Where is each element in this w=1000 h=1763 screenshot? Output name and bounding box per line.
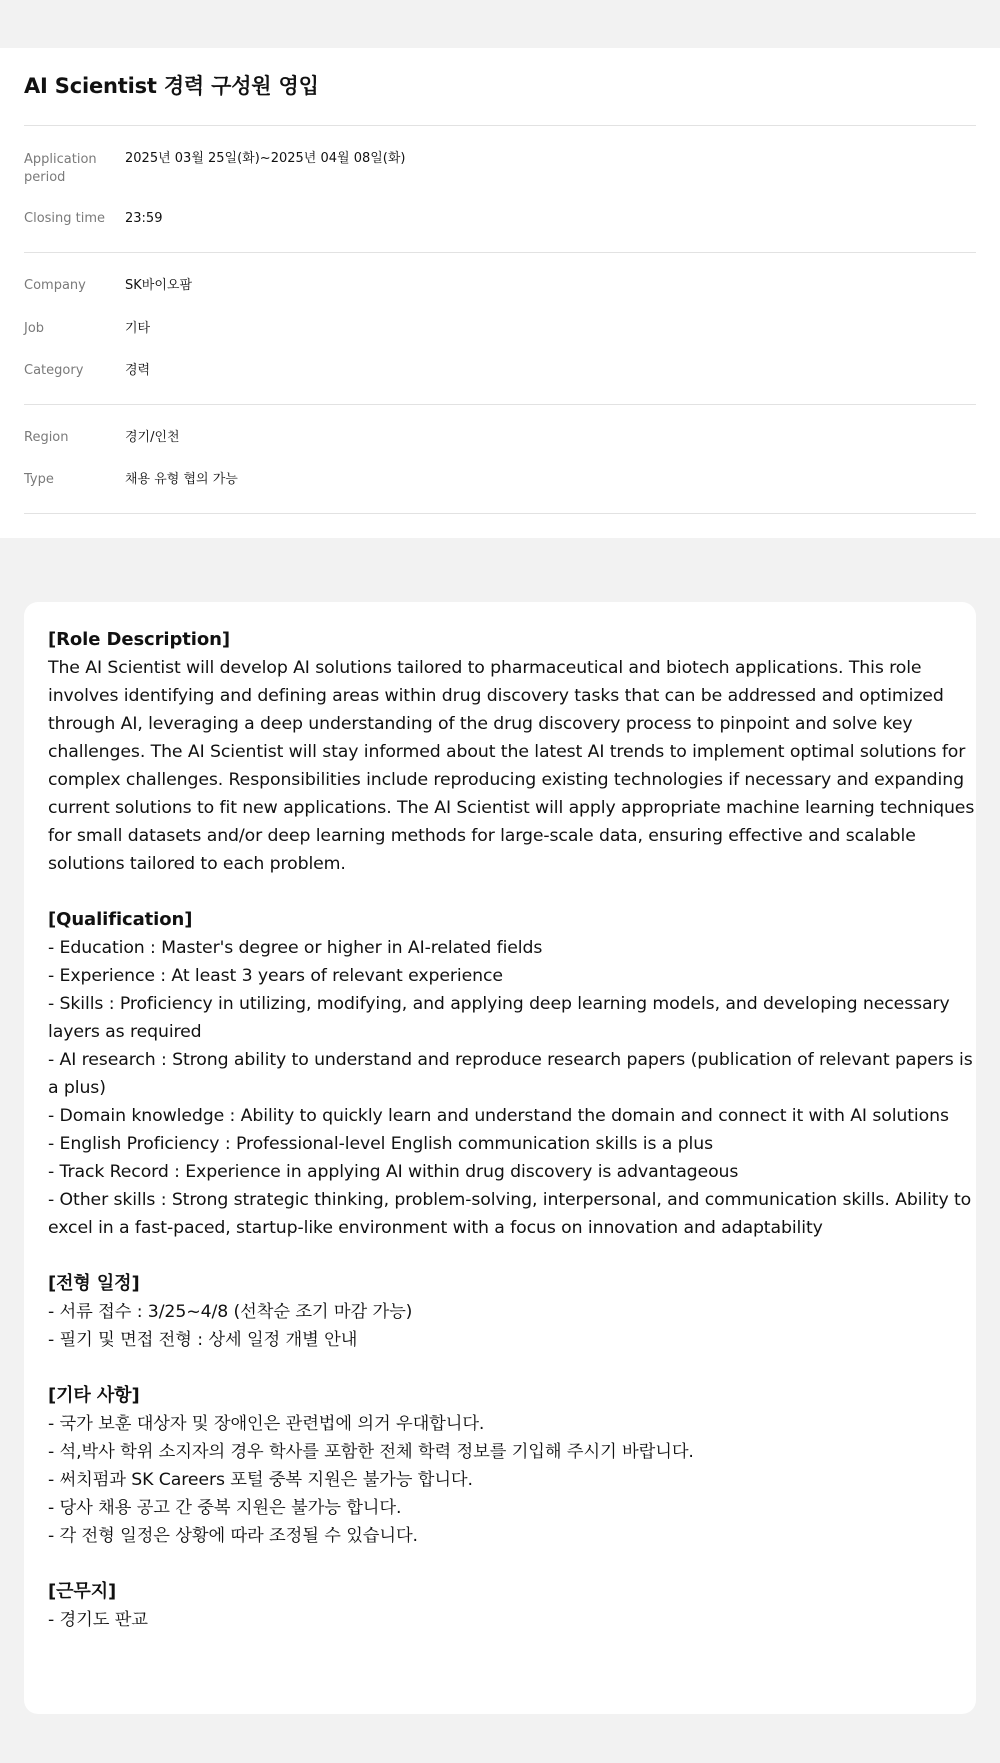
closing-time-value: 23:59 bbox=[125, 211, 163, 226]
role-description-heading: [Role Description] bbox=[48, 629, 230, 650]
qualification-item: - Track Record : Experience in applying AI within drug discovery is advantageous bbox=[48, 1162, 739, 1182]
notes-item: - 써치펌과 SK Careers 포털 중복 지원은 불가능 합니다. bbox=[48, 1470, 473, 1490]
company-value: SK바이오팜 bbox=[125, 278, 193, 293]
top-background bbox=[0, 0, 1000, 48]
job-value: 기타 bbox=[125, 321, 151, 336]
closing-time-label: Closing time bbox=[24, 211, 106, 226]
job-label: Job bbox=[24, 321, 45, 336]
divider bbox=[24, 252, 976, 253]
qualification-item: - Skills : Proficiency in utilizing, modifying, and applying deep learning models, and developing necessary layers as required bbox=[48, 994, 950, 1042]
divider bbox=[24, 125, 976, 126]
notes-item: - 국가 보훈 대상자 및 장애인은 관련법에 의거 우대합니다. bbox=[48, 1414, 485, 1434]
type-label: Type bbox=[24, 472, 54, 487]
job-title: AI Scientist 경력 구성원 영입 bbox=[24, 74, 319, 98]
type-value: 채용 유형 협의 가능 bbox=[125, 472, 238, 487]
schedule-item: - 필기 및 면접 전형 : 상세 일정 개별 안내 bbox=[48, 1330, 358, 1350]
category-value: 경력 bbox=[125, 363, 151, 378]
region-value: 경기/인천 bbox=[125, 430, 180, 445]
divider bbox=[24, 513, 976, 514]
schedule-heading: [전형 일정] bbox=[48, 1273, 140, 1294]
qualification-item: - AI research : Strong ability to understand and reproduce research papers (publication of relevant papers is a plus) bbox=[48, 1050, 973, 1098]
category-label: Category bbox=[24, 363, 84, 378]
location-heading: [근무지] bbox=[48, 1581, 117, 1602]
job-description-body bbox=[48, 626, 978, 1634]
qualification-item: - Domain knowledge : Ability to quickly learn and understand the domain and connect it with AI solutions bbox=[48, 1106, 949, 1126]
role-description-text: The AI Scientist will develop AI solutions tailored to pharmaceutical and biotech applications. This role involves identifying and defining areas within drug discovery tasks that can be addressed and optimized through AI, leveraging a deep understanding of the drug discovery process to pinpoint and solve key challenges. The AI Scientist will stay informed about the latest AI trends to implement optimal solutions for complex challenges. Responsibilities include reproducing existing technologies if necessary and expanding current solutions to fit new applications. The AI Scientist will apply appropriate machine learning techniques for small datasets and/or deep learning methods for large-scale data, ensuring effective and scalable solutions tailored to each problem. bbox=[48, 658, 975, 874]
spacer bbox=[48, 1242, 978, 1270]
notes-item: - 각 전형 일정은 상황에 따라 조정될 수 있습니다. bbox=[48, 1526, 418, 1546]
qualification-heading: [Qualification] bbox=[48, 909, 193, 930]
company-label: Company bbox=[24, 278, 86, 293]
schedule-item: - 서류 접수 : 3/25~4/8 (선착순 조기 마감 가능) bbox=[48, 1302, 413, 1322]
spacer bbox=[48, 878, 978, 906]
qualification-item: - Education : Master's degree or higher in AI-related fields bbox=[48, 938, 543, 958]
qualification-item: - Other skills : Strong strategic thinking, problem-solving, interpersonal, and communication skills. Ability to excel in a fast-paced, startup-like environment with a focus on innovation and adaptability bbox=[48, 1190, 972, 1238]
location-item: - 경기도 판교 bbox=[48, 1610, 148, 1630]
job-description-card bbox=[24, 602, 976, 1714]
qualification-item: - Experience : At least 3 years of relevant experience bbox=[48, 966, 503, 986]
application-period-value: 2025년 03월 25일(화)~2025년 04월 08일(화) bbox=[125, 151, 406, 166]
region-label: Region bbox=[24, 430, 69, 445]
notes-item: - 석,박사 학위 소지자의 경우 학사를 포함한 전체 학력 정보를 기입해 주시기 바랍니다. bbox=[48, 1442, 694, 1462]
divider bbox=[24, 404, 976, 405]
spacer bbox=[48, 1354, 978, 1382]
qualification-item: - English Proficiency : Professional-level English communication skills is a plus bbox=[48, 1134, 713, 1154]
application-period-label: Application period bbox=[24, 152, 97, 185]
notes-heading: [기타 사항] bbox=[48, 1385, 140, 1406]
notes-item: - 당사 채용 공고 간 중복 지원은 불가능 합니다. bbox=[48, 1498, 402, 1518]
spacer bbox=[48, 1550, 978, 1578]
